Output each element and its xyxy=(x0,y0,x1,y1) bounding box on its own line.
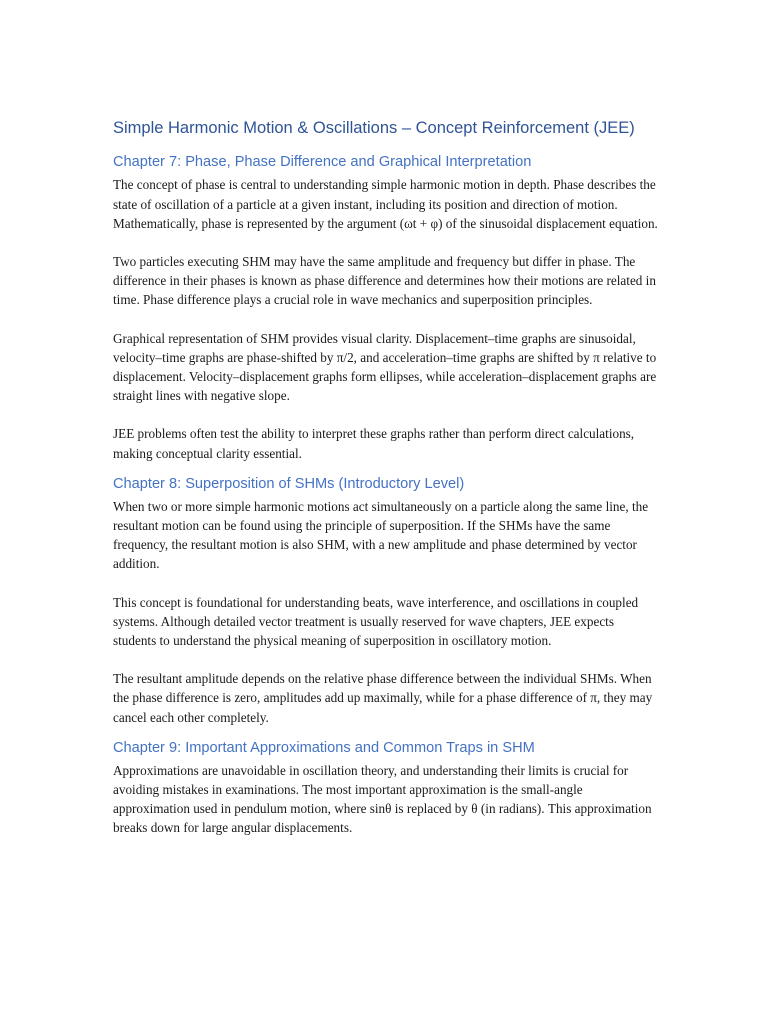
document-title: Simple Harmonic Motion & Oscillations – Concept Reinforcement (JEE) xyxy=(113,119,635,137)
chapter-8-paragraph-1: When two or more simple harmonic motions act simultaneously on a particle along the same line, the resultant motion can be found using the principle of superposition. If the SHMs have the same frequency, the resultant motion is also SHM, with a new amplitude and phase determined by vector addition. xyxy=(113,498,649,572)
chapter-9-paragraph-1: Approximations are unavoidable in oscillation theory, and understanding their limits is crucial for avoiding mistakes in examinations. The most important approximation is the small-angle approximation used in pendulum motion, where sinθ is replaced by θ (in radians). This approximation breaks down for large angular displacements. xyxy=(113,762,652,836)
chapter-8-heading: Chapter 8: Superposition of SHMs (Introductory Level) xyxy=(113,475,465,492)
chapter-8-paragraph-3: The resultant amplitude depends on the relative phase difference between the individual SHMs. When the phase difference is zero, amplitudes add up maximally, while for a phase difference of π, they may cancel each other completely. xyxy=(113,671,653,725)
chapter-9-section xyxy=(113,739,658,838)
chapter-7-paragraph-4: JEE problems often test the ability to interpret these graphs rather than perform direct calculations, making conceptual clarity essential. xyxy=(113,426,635,461)
document-page xyxy=(113,118,658,838)
chapter-9-heading: Chapter 9: Important Approximations and Common Traps in SHM xyxy=(113,739,535,756)
chapter-7-section xyxy=(113,153,658,462)
chapter-7-paragraph-3: Graphical representation of SHM provides visual clarity. Displacement–time graphs are sinusoidal, velocity–time graphs are phase-shifted by π/2, and acceleration–time graphs are shifted by π relative to displacement. Velocity–displacement graphs form ellipses, while acceleration–displacement graphs are straight lines with negative slope. xyxy=(113,330,657,404)
chapter-8-section xyxy=(113,475,658,727)
chapter-7-paragraph-2: Two particles executing SHM may have the same amplitude and frequency but differ in phase. The difference in their phases is known as phase difference and determines how their motions are related in time. Phase difference plays a crucial role in wave mechanics and superposition principles. xyxy=(113,254,656,308)
chapter-8-paragraph-2: This concept is foundational for understanding beats, wave interference, and oscillations in coupled systems. Although detailed vector treatment is usually reserved for wave chapters, JEE expects students to understand the physical meaning of superposition in oscillatory motion. xyxy=(113,594,639,649)
chapter-7-paragraph-1: The concept of phase is central to understanding simple harmonic motion in depth. Phase describes the state of oscillation of a particle at a given instant, including its position and direction of motion. Mathematically, phase is represented by the argument (ωt + φ) of the sinusoidal displacement equation. xyxy=(113,177,658,231)
chapter-7-heading: Chapter 7: Phase, Phase Difference and Graphical Interpretation xyxy=(113,154,532,171)
